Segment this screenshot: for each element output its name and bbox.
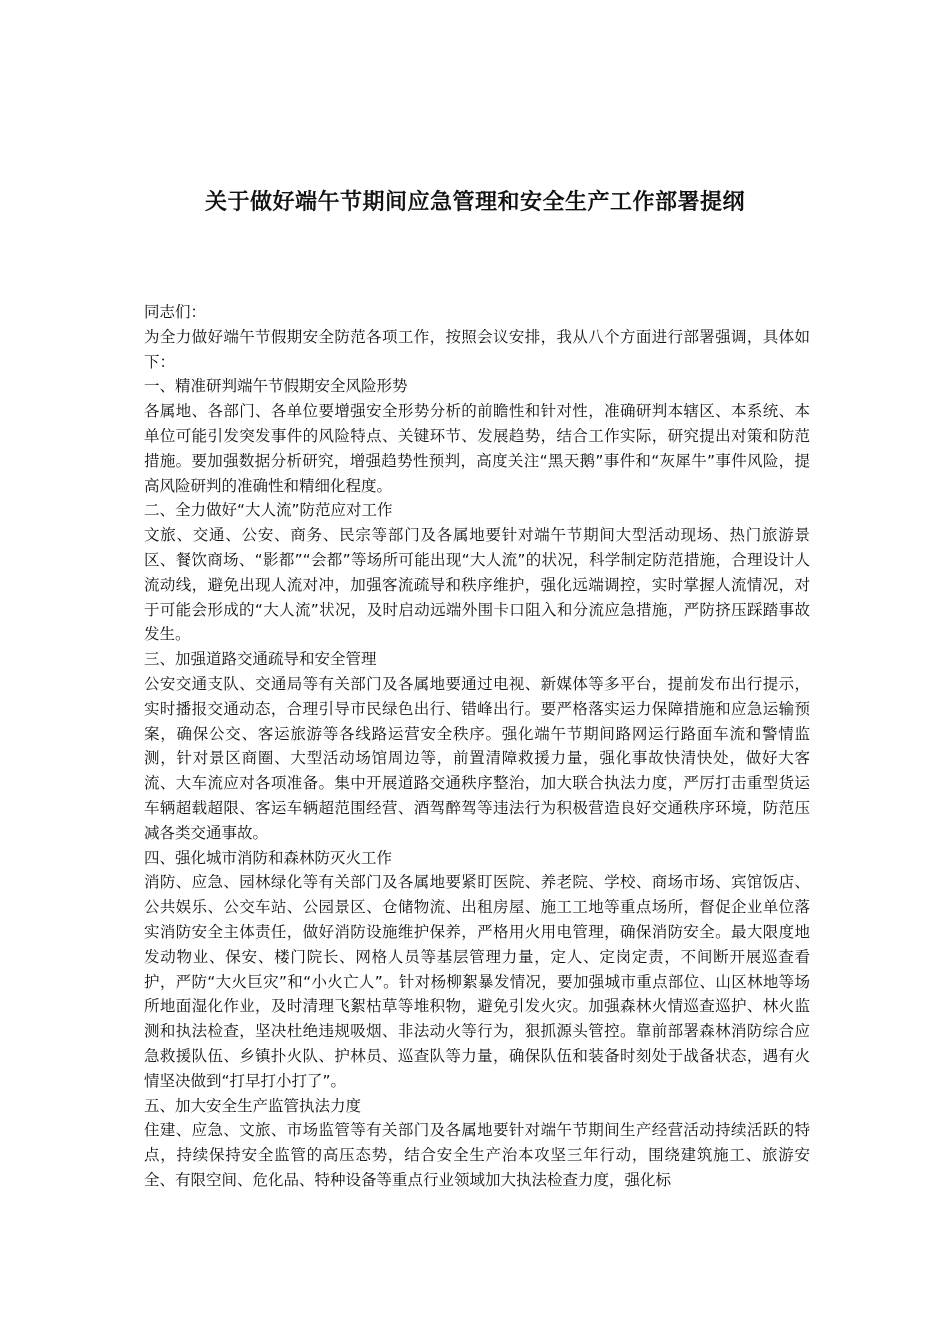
document-title: 关于做好端午节期间应急管理和安全生产工作部署提纲 — [204, 190, 745, 215]
section-heading-3: 三、加强道路交通疏导和安全管理 — [144, 650, 377, 669]
section-heading-5: 五、加大安全生产监管执法力度 — [144, 1096, 362, 1115]
section-body-5: 住建、应急、文旅、市场监管等有关部门及各属地要针对端午节期间生产经营活动持续活跃的特点，持续保持安全监管的高压态势，结合安全生产治本攻坚三年行动，围绕建筑施工、旅游安全、有限空间、危化品、特种设备等重点行业领域加大执法检查力度，强化标 — [144, 1121, 810, 1189]
section-body-2: 文旅、交通、公安、商务、民宗等部门及各属地要针对端午节期间大型活动现场、热门旅游景区、餐饮商场、“影都”“会都”等场所可能出现“大人流”的状况，科学制定防范措施，合理设计人流动线，避免出现人流对冲，加强客流疏导和秩序维护，强化远端调控，实时掌握人流情况，对于可能会形成的“大人流”状况，及时启动远端外围卡口阻入和分流应急措施，严防挤压踩踏事故发生。 — [144, 526, 810, 644]
section-body-3: 公安交通支队、交通局等有关部门及各属地要通过电视、新媒体等多平台，提前发布出行提示，实时播报交通动态，合理引导市民绿色出行、错峰出行。要严格落实运力保障措施和应急运输预案，确保公交、客运旅游等各线路运营安全秩序。强化端午节期间路网运行路面车流和警情监测，针对景区商圈、大型活动场馆周边等，前置清障救援力量，强化事故快清快处，做好大客流、大车流应对各项准备。集中开展道路交通秩序整治，加大联合执法力度，严厉打击重型货运车辆超载超限、客运车辆超范围经营、酒驾醉驾等违法行为积极营造良好交通秩序环境，防范压减各类交通事故。 — [144, 674, 810, 842]
salutation: 同志们： — [144, 303, 207, 321]
intro-paragraph: 为全力做好端午节假期安全防范各项工作，按照会议安排，我从八个方面进行部署强调，具体如下： — [144, 327, 810, 371]
section-body-1: 各属地、各部门、各单位要增强安全形势分析的前瞻性和针对性，准确研判本辖区、本系统、本单位可能引发突发事件的风险特点、关键环节、发展趋势，结合工作实际，研究提出对策和防范措施。要加强数据分析研究，增强趋势性预判，高度关注“黑天鹅”事件和“灰犀牛”事件风险，提高风险研判的准确性和精细化程度。 — [144, 402, 810, 495]
section-heading-2: 二、全力做好“大人流”防范应对工作 — [144, 501, 393, 520]
document-body — [144, 300, 810, 1193]
section-heading-4: 四、强化城市消防和森林防灭火工作 — [144, 848, 393, 867]
section-heading-1: 一、精准研判端午节假期安全风险形势 — [144, 377, 408, 396]
section-body-4: 消防、应急、园林绿化等有关部门及各属地要紧盯医院、养老院、学校、商场市场、宾馆饭店、公共娱乐、公交车站、公园景区、仓储物流、出租房屋、施工工地等重点场所，督促企业单位落实消防安全主体责任，做好消防设施维护保养，严格用火用电管理，确保消防安全。最大限度地发动物业、保安、楼门院长、网格人员等基层管理力量，定人、定岗定责，不间断开展巡查看护，严防“大火巨灾”和“小火亡人”。针对杨柳絮暴发情况，要加强城市重点部位、山区林地等场所地面湿化作业，及时清理飞絮枯草等堆积物，避免引发火灾。加强森林火情巡查巡护、林火监测和执法检查，坚决杜绝违规吸烟、非法动火等行为，狠抓源头管控。靠前部署森林消防综合应急救援队伍、乡镇扑火队、护林员、巡查队等力量，确保队伍和装备时刻处于战备状态，遇有火情坚决做到“打早打小打了”。 — [144, 873, 810, 1090]
